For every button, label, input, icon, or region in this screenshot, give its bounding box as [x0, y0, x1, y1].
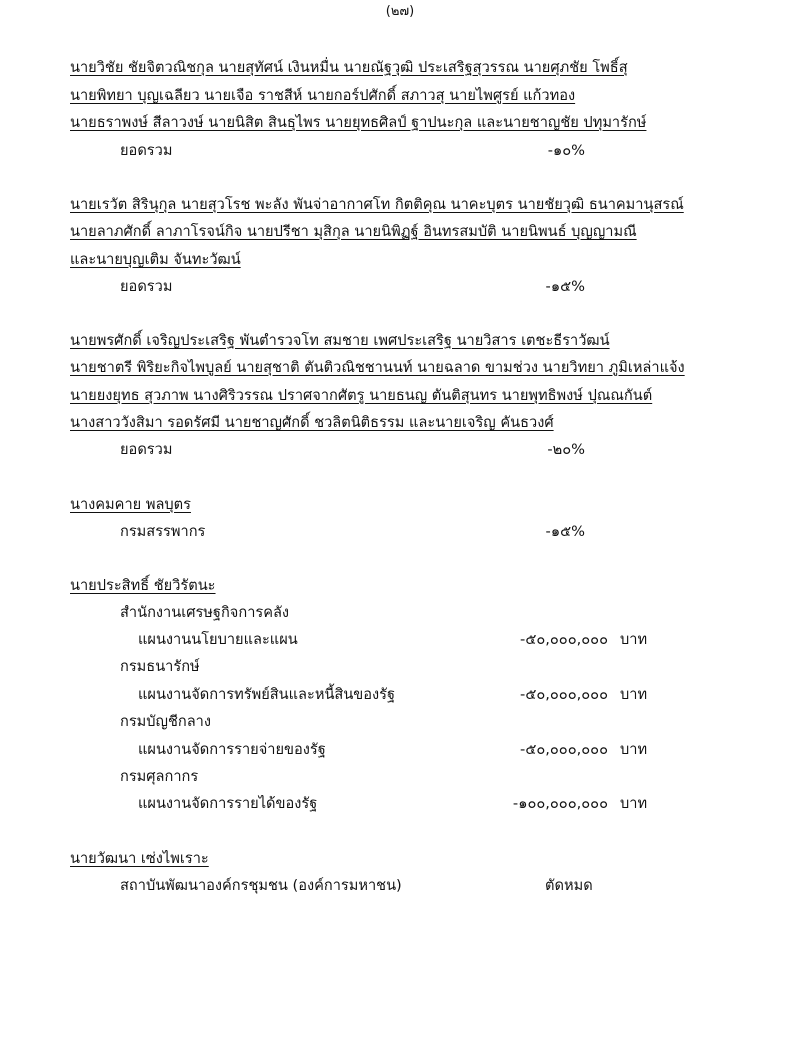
total-value: -๒๐%: [547, 441, 585, 458]
member-line: นายธราพงษ์ สีลาวงษ์ นายนิสิต สินธุไพร นายยุทธศิลป์ ฐาปนะกุล และนายชาญชัย ปทุมารักษ์: [70, 114, 647, 131]
amount-value: -๕๐,๐๐๐,๐๐๐: [520, 631, 608, 648]
plan-label: แผนงานนโยบายและแผน: [138, 631, 298, 648]
member-line: นายเรวัต สิรินุกุล นายสุวโรช พะลัง พันจ่าอากาศโท กิตติคุณ นาคะบุตร นายชัยวุฒิ ธนาคมานุสรณ์: [70, 196, 684, 213]
total-label: ยอดรวม: [120, 441, 173, 458]
cut-value: -๑๕%: [545, 523, 585, 540]
page-number: (๒๗): [385, 4, 415, 19]
agency-label: กรมศุลกากร: [120, 768, 199, 785]
agency-label: กรมบัญชีกลาง: [120, 713, 211, 730]
plan-label: แผนงานจัดการทรัพย์สินและหนี้สินของรัฐ: [138, 686, 396, 703]
plan-label: แผนงานจัดการรายได้ของรัฐ: [138, 795, 318, 812]
member-name: นางคมคาย พลบุตร: [70, 496, 191, 513]
agency-label: สำนักงานเศรษฐกิจการคลัง: [120, 604, 290, 621]
amount-value: -๕๐,๐๐๐,๐๐๐: [520, 741, 608, 758]
amount-value: -๕๐,๐๐๐,๐๐๐: [520, 686, 608, 703]
currency-unit: บาท: [620, 686, 648, 703]
agency-label: กรมสรรพากร: [120, 523, 206, 540]
member-line: นายชาตรี พิริยะกิจไพบูลย์ นายสุชาติ ตันติวณิชชานนท์ นายฉลาด ขามช่วง นายวิทยา ภูมิเหล่าแจ้ง: [70, 359, 685, 376]
total-value: -๑๐%: [547, 142, 585, 159]
cut-value: ตัดหมด: [545, 877, 593, 894]
currency-unit: บาท: [620, 741, 648, 758]
member-line: นายยงยุทธ สุวภาพ นางศิริวรรณ ปราศจากศัตรู นายธนญ ตันติสุนทร นายพุทธิพงษ์ ปุณณกันต์: [70, 387, 653, 404]
member-line: นายวิชัย ชัยจิตวณิชกุล นายสุทัศน์ เงินหมื่น นายณัฐวุฒิ ประเสริฐสุวรรณ นายศุภชัย โพธิ์สุ: [70, 59, 628, 76]
total-label: ยอดรวม: [120, 142, 173, 159]
currency-unit: บาท: [620, 631, 648, 648]
member-line: นายพิทยา บุญเฉลียว นายเจือ ราชสีห์ นายกอร์ปศักดิ์ สภาวสุ นายไพศูรย์ แก้วทอง: [70, 87, 576, 104]
total-label: ยอดรวม: [120, 278, 173, 295]
agency-label: สถาบันพัฒนาองค์กรชุมชน (องค์การมหาชน): [120, 877, 402, 894]
member-line: นายพรศักดิ์ เจริญประเสริฐ พันตำรวจโท สมชาย เพศประเสริฐ นายวิสาร เตชะธีราวัฒน์: [70, 332, 610, 349]
agency-label: กรมธนารักษ์: [120, 658, 200, 675]
member-name: นายประสิทธิ์ ชัยวิรัตนะ: [70, 577, 216, 594]
member-line: นางสาววังสิมา รอดรัศมี นายชาญศักดิ์ ชวลิตนิติธรรม และนายเจริญ คันธวงศ์: [70, 414, 554, 431]
member-line: นายลาภศักดิ์ ลาภาโรจน์กิจ นายปรีชา มุสิกุล นายนิพิฏฐ์ อินทรสมบัติ นายนิพนธ์ บุญญามณี: [70, 223, 637, 240]
currency-unit: บาท: [620, 795, 648, 812]
member-name: นายวัฒนา เซ่งไพเราะ: [70, 850, 209, 867]
plan-label: แผนงานจัดการรายจ่ายของรัฐ: [138, 741, 326, 758]
amount-value: -๑๐๐,๐๐๐,๐๐๐: [512, 795, 608, 812]
total-value: -๑๕%: [545, 278, 585, 295]
member-line: และนายบุญเติม จันทะวัฒน์: [70, 251, 241, 268]
